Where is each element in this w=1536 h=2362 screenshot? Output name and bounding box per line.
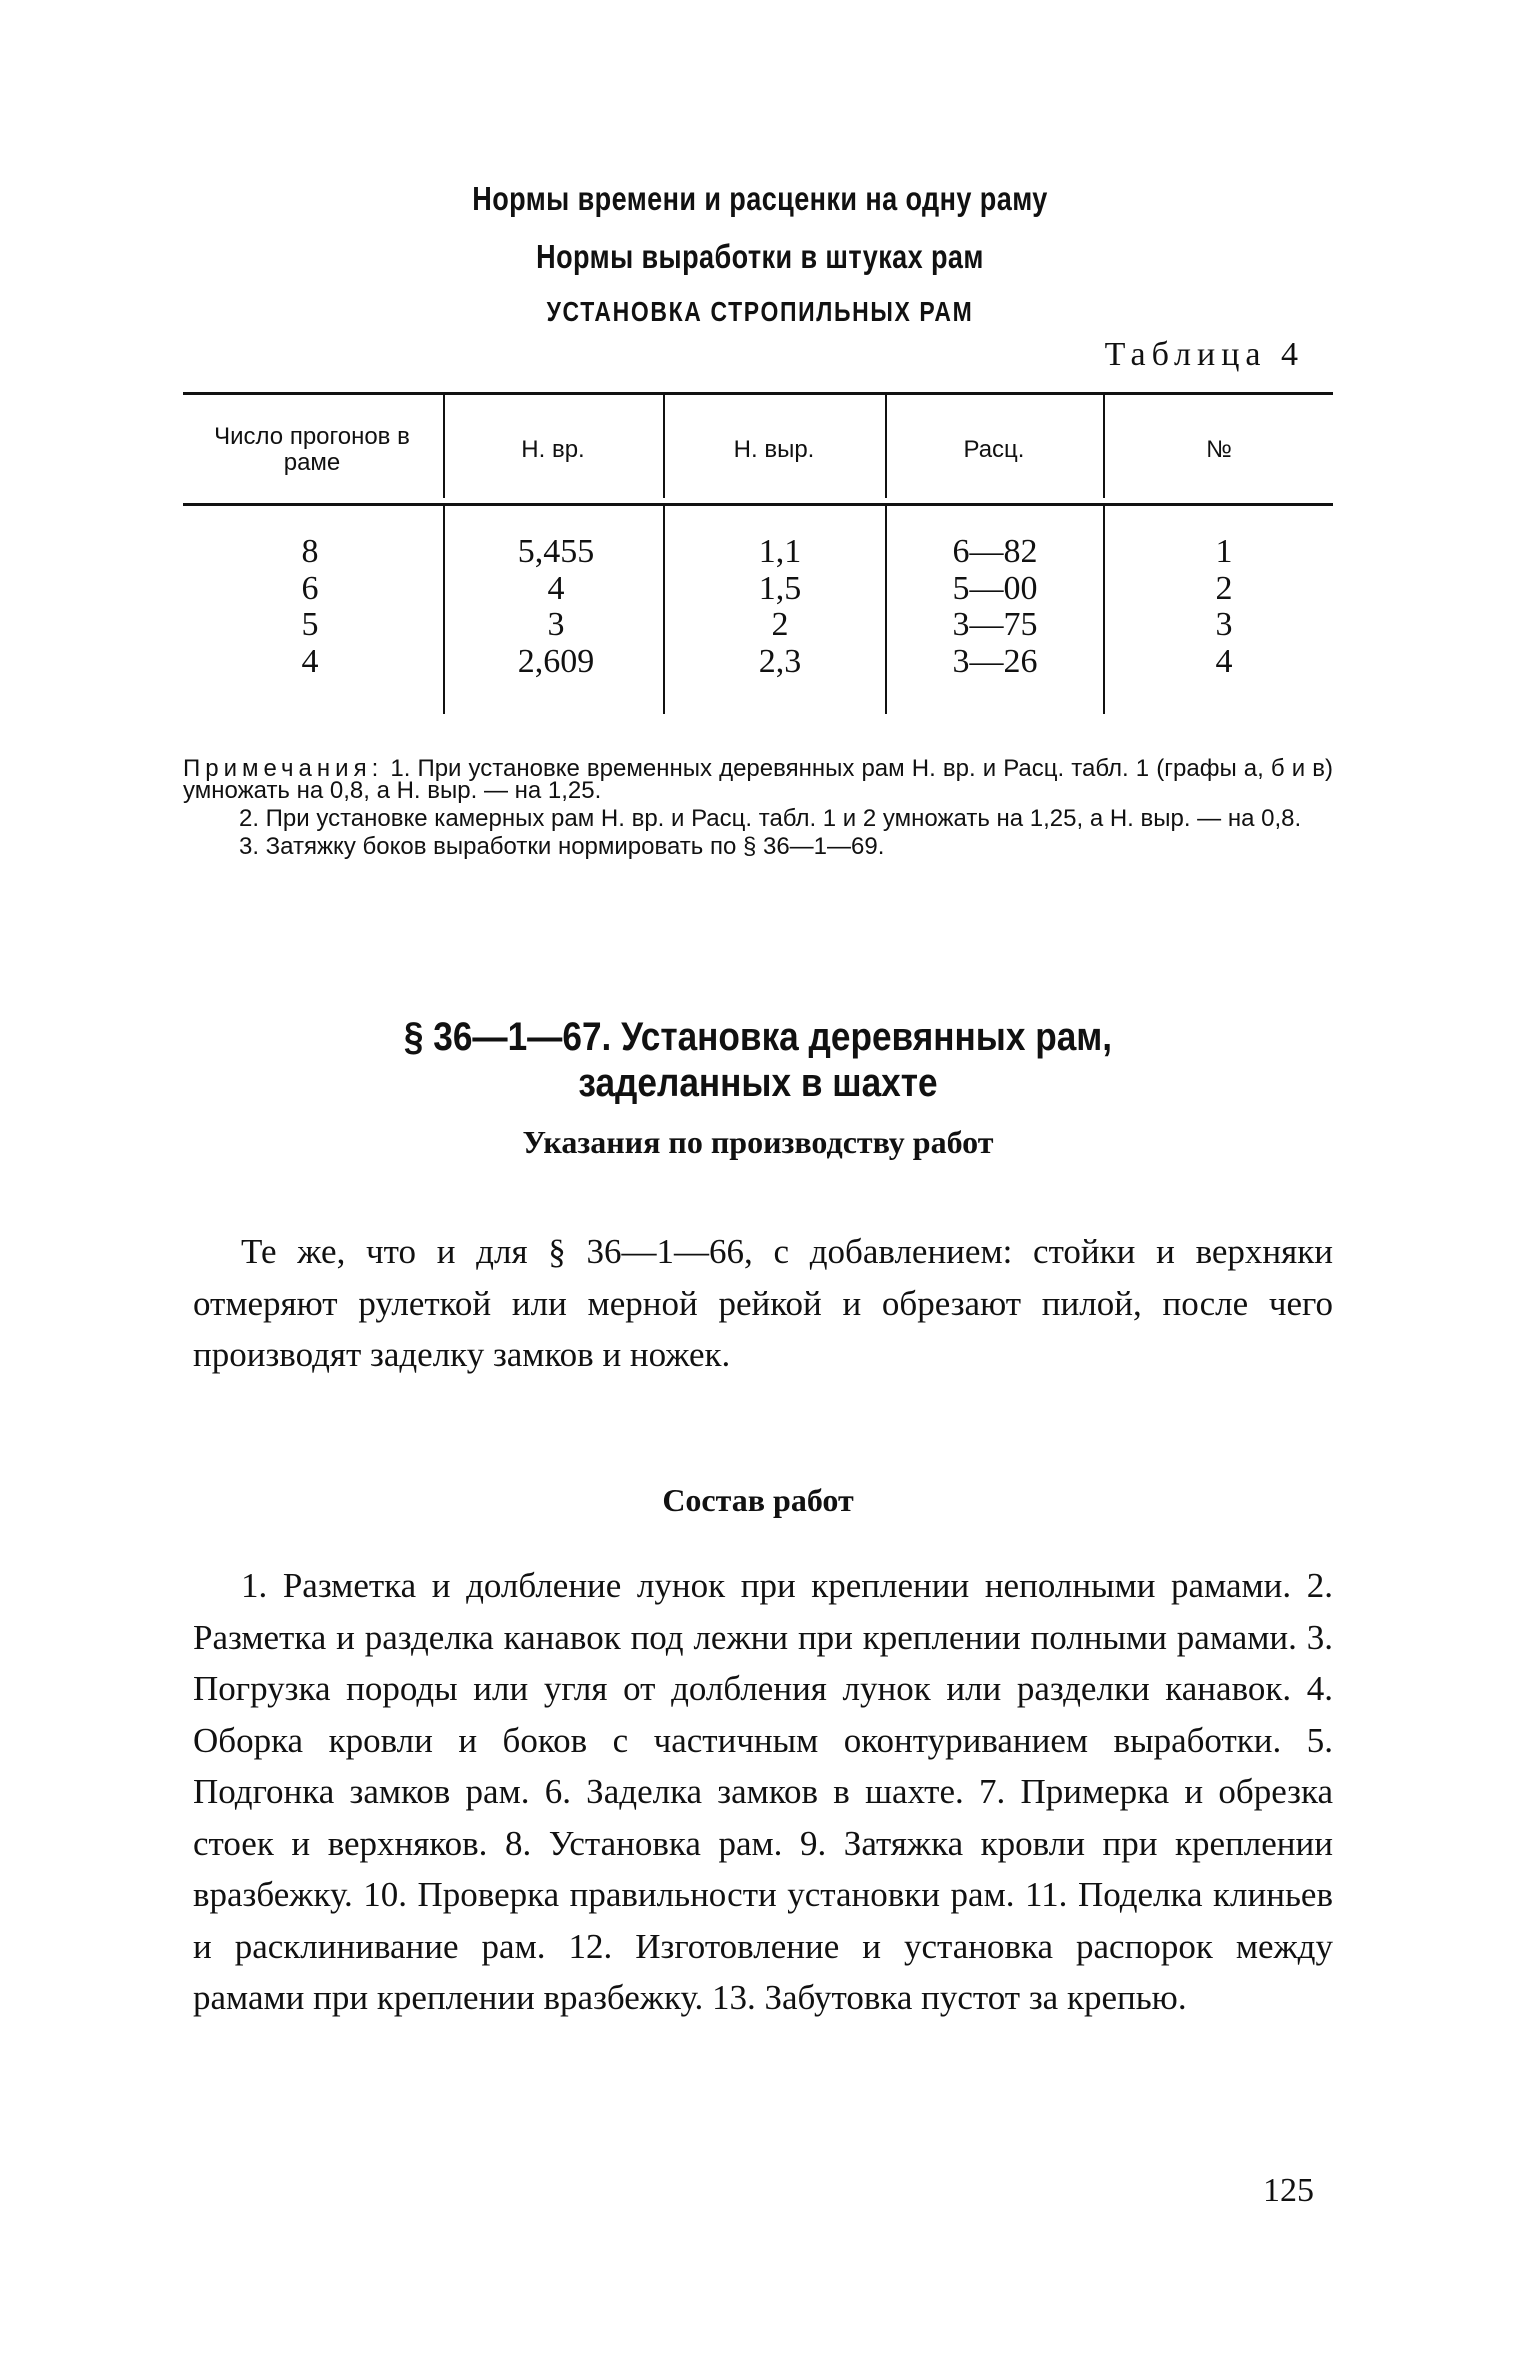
table-cell: 8: [301, 533, 319, 570]
note-1: [183, 755, 1333, 804]
column-header-time-norm: Н. вр.: [521, 436, 585, 463]
column-time-norm: [470, 534, 642, 680]
table-cell: 1,5: [758, 569, 802, 607]
table-divider: [1103, 506, 1105, 714]
table-cell: 3—26: [952, 642, 1038, 680]
table-cell: 2,609: [517, 642, 595, 680]
table-notes: [183, 755, 1333, 860]
table-divider: [885, 506, 887, 714]
column-header-rate: Расц.: [963, 436, 1025, 463]
table-number-label: Таблица 4: [1104, 336, 1304, 373]
column-header-output-norm: Н. выр.: [733, 436, 815, 463]
table-top-rule: [183, 392, 1333, 395]
composition-paragraph: 1. Разметка и долбление лунок при креплении неполными рамами. 2. Разметка и разделка канавок под лежни при креплении полными рамами. 3. Погрузка породы или угля от долбления лунок или разделки канавок. 4. Оборка кровли и боков с частичным оконтуриванием выработки. 5. Подгонка замков рам. 6. Заделка замков в шахте. 7. Примерка и обрезка стоек и верхняков. 8. Установка рам. 9. Затяжка кровли при креплении вразбежку. 10. Проверка правильности установки рам. 11. Поделка клиньев и расклинивание рам. 12. Изготовление и установка распорок между рамами при креплении вразбежку. 13. Забутовка пустот за крепью.: [193, 1566, 1333, 2017]
column-number: [1160, 534, 1288, 680]
table-cell: 2: [1215, 569, 1233, 607]
column-rate: [905, 534, 1085, 680]
table-subtitle: Нормы выработки в штуках рам: [536, 238, 984, 275]
table-header-rule: [183, 503, 1333, 506]
instructions-heading: Указания по производству работ: [522, 1124, 994, 1160]
table-cell: 4: [301, 642, 319, 680]
table-cell: 5,455: [517, 533, 595, 570]
table-cell: 2: [771, 606, 789, 643]
section-heading: [252, 1014, 1264, 1106]
table-cell: 3: [1215, 606, 1233, 643]
table-cell: 3: [547, 606, 565, 643]
page-number: 125: [1263, 2172, 1314, 2209]
table-cell: 1,1: [758, 533, 802, 570]
table-cell: 1: [1215, 533, 1233, 570]
instructions-paragraph: Те же, что и для § 36—1—66, с добавлением: стойки и верхняки отмеряют рулеткой или мерной рейкой и обрезают пилой, после чего производят заделку замков и ножек.: [193, 1232, 1333, 1374]
column-header-purlins: Число прогонов в раме: [214, 423, 410, 476]
notes-lead: Примечания:: [183, 755, 384, 782]
table-cell: 4: [1215, 642, 1233, 680]
table-cell: 6: [301, 569, 319, 607]
table-cell: 4: [547, 569, 565, 607]
column-header-number: №: [1206, 436, 1232, 463]
table-cell: 5—00: [952, 569, 1038, 607]
note-3: 3. Затяжку боков выработки нормировать по § 36—1—69.: [239, 833, 885, 860]
table-cell: 5: [301, 606, 319, 643]
composition-heading: Состав работ: [662, 1482, 854, 1518]
table-caption: УСТАНОВКА СТРОПИЛЬНЫХ РАМ: [546, 296, 974, 327]
column-purlins: [183, 534, 437, 680]
note-text: 1. При установке временных деревянных рам Н. вр. и Расц. табл. 1 (графы а, б и в) умножать на 0,8, а Н. выр. — на 1,25.: [183, 755, 1333, 804]
note-2: 2. При установке камерных рам Н. вр. и Расц. табл. 1 и 2 умножать на 1,25, а Н. выр. — на 0,8.: [239, 805, 1302, 832]
column-output-norm: [700, 534, 860, 680]
table-cell: 2,3: [758, 642, 802, 680]
table-divider: [443, 506, 445, 714]
table-cell: 6—82: [952, 533, 1038, 570]
table-divider: [663, 506, 665, 714]
section-heading-line: § 36—1—67. Установка деревянных рам,: [403, 1015, 1113, 1059]
table-cell: 3—75: [952, 606, 1038, 643]
section-heading-line: заделанных в шахте: [578, 1061, 938, 1105]
table-title: Нормы времени и расценки на одну раму: [472, 180, 1048, 217]
